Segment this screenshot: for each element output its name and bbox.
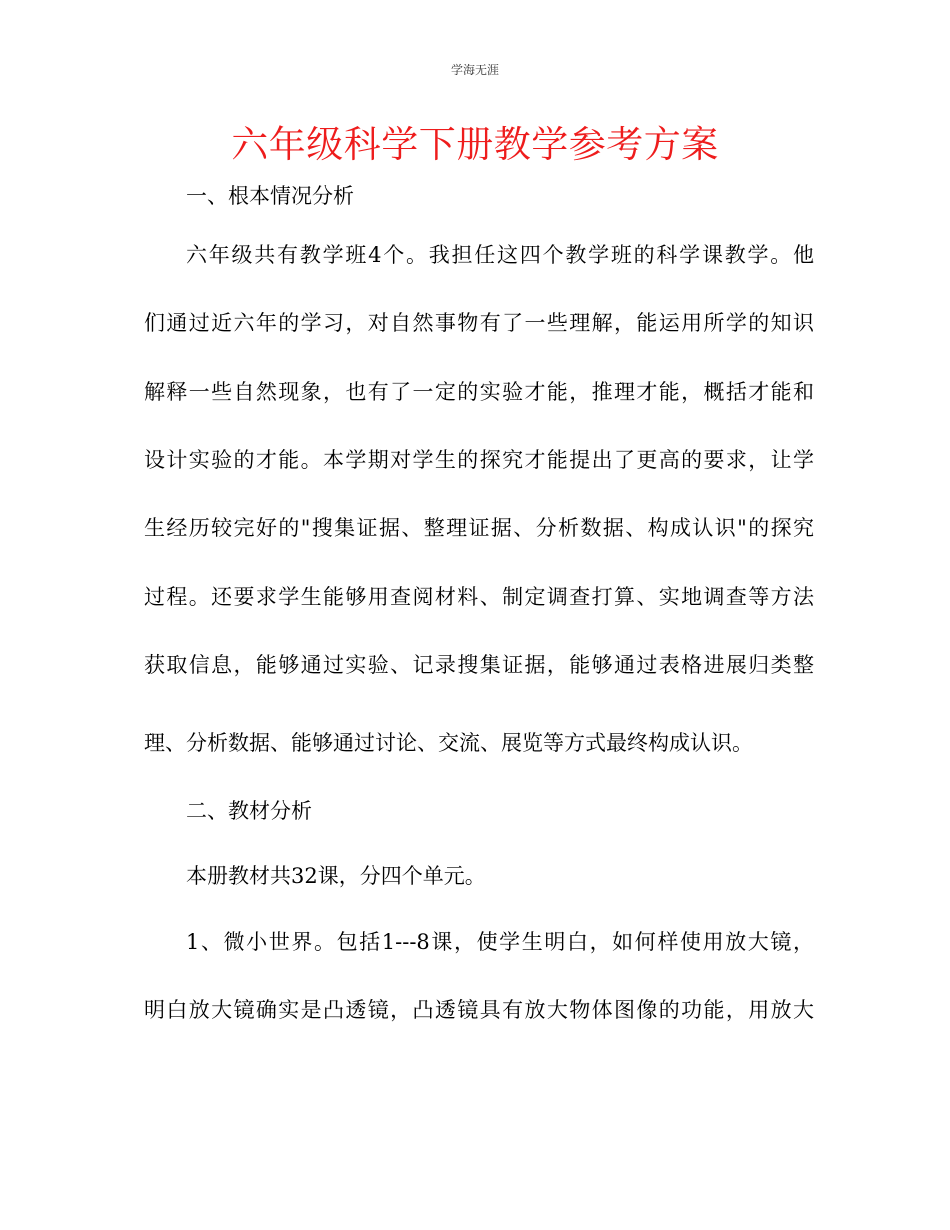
paragraph-line: 本册教材共32课，分四个单元。 bbox=[186, 864, 486, 888]
document-title: 六年级科学下册教学参考方案 bbox=[231, 123, 719, 166]
paragraph-line: 们通过近六年的学习，对自然事物有了一些理解，能运用所学的知识 bbox=[144, 311, 814, 335]
paragraph-line: 过程。还要求学生能够用查阅材料、制定调查打算、实地调查等方法 bbox=[144, 585, 814, 609]
paragraph-line: 设计实验的才能。本学期对学生的探究才能提出了更高的要求，让学 bbox=[144, 448, 814, 472]
paragraph-line: 解释一些自然现象，也有了一定的实验才能，推理才能，概括才能和 bbox=[144, 380, 814, 404]
page-header: 学海无涯 bbox=[450, 63, 499, 77]
section-heading-basic-situation: 一、根本情况分析 bbox=[186, 184, 354, 208]
paragraph-line: 六年级共有教学班4个。我担任这四个教学班的科学课教学。他 bbox=[186, 243, 814, 267]
paragraph-line: 获取信息，能够通过实验、记录搜集证据，能够通过表格进展归类整 bbox=[144, 653, 814, 677]
paragraph-line: 理、分析数据、能够通过讨论、交流、展览等方式最终构成认识。 bbox=[144, 731, 753, 755]
paragraph-line: 1、微小世界。包括1---8课，使学生明白，如何样使用放大镜， bbox=[186, 930, 814, 954]
paragraph-line: 明白放大镜确实是凸透镜，凸透镜具有放大物体图像的功能，用放大 bbox=[144, 998, 814, 1022]
paragraph-line: 生经历较完好的"搜集证据、整理证据、分析数据、构成认识"的探究 bbox=[144, 516, 814, 540]
section-heading-textbook-analysis: 二、教材分析 bbox=[186, 799, 312, 823]
